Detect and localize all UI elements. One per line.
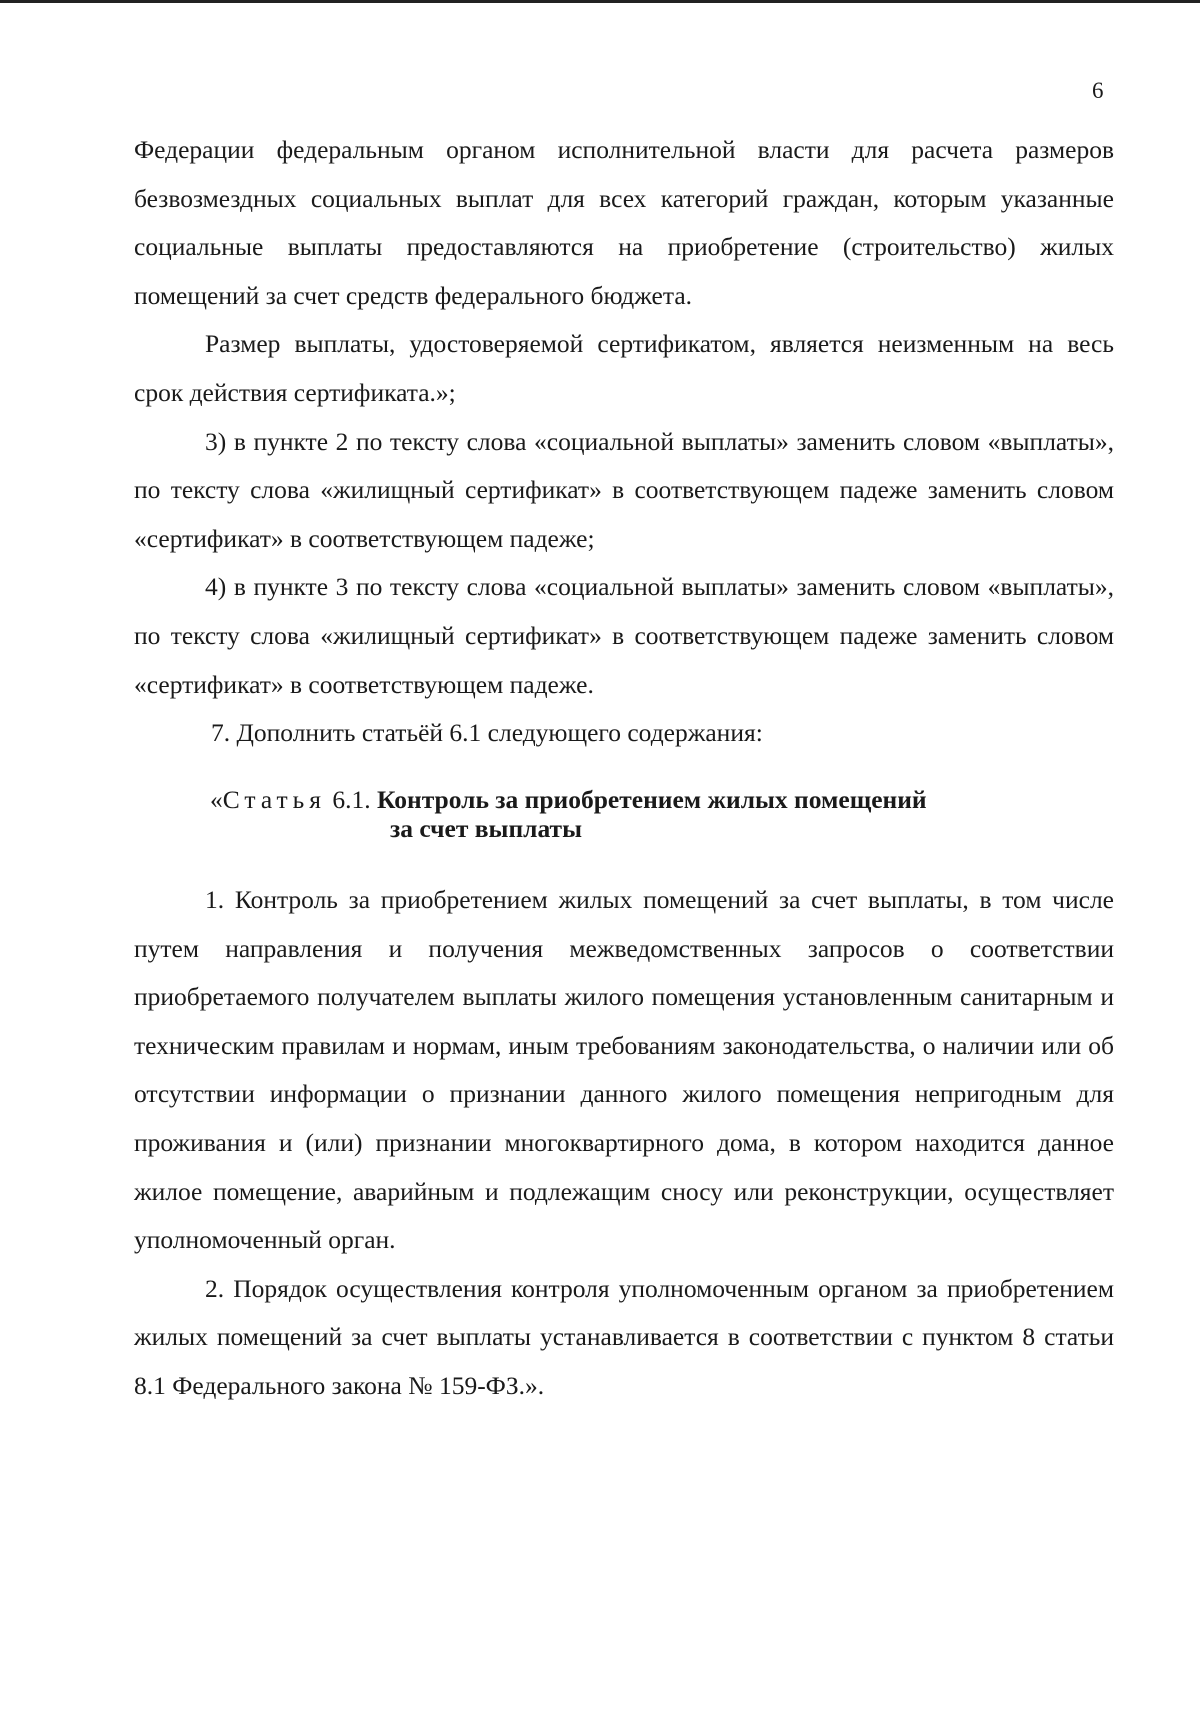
body-text-top (134, 126, 1114, 758)
page-number: 6 (1092, 78, 1104, 103)
scan-top-border (0, 0, 1200, 3)
paragraph-continuation: Федерации федеральным органом исполнительной власти для расчета размеров безвозмездных социальных выплат для всех категорий граждан, которым указанные социальные выплаты предоставляются на приобретение (строительство) жилых помещений за счет средств федерального бюджета. (134, 135, 1114, 310)
paragraph-section-7: 7. Дополнить статьёй 6.1 следующего содержания: (211, 718, 763, 748)
paragraph-item-4: 4) в пункте 3 по тексту слова «социальной выплаты» заменить словом «выплаты», по тексту слова «жилищный сертификат» в соответствующем падеже заменить словом «сертификат» в соответствующем падеже. (134, 572, 1114, 699)
paragraph-payment-size: Размер выплаты, удостоверяемой сертификатом, является неизменным на весь срок действия сертификата.»; (134, 329, 1114, 407)
paragraph-article-point-1: 1. Контроль за приобретением жилых помещений за счет выплаты, в том числе путем направления и получения межведомственных запросов о соответствии приобретаемого получателем выплаты жилого помещения установленным санитарным и техническим правилам и нормам, иным требованиям законодательства, о наличии или об отсутствии информации о признании данного жилого помещения непригодным для проживания и (или) признании многоквартирного дома, в котором находится данное жилое помещение, аварийным и подлежащим сносу или реконструкции, осуществляет уполномоченный орган. (134, 885, 1114, 1255)
article-number: 6.1. (326, 785, 378, 814)
article-title-line1: Контроль за приобретением жилых помещений (377, 785, 927, 814)
article-open-quote: « (210, 785, 223, 814)
paragraph-article-point-2: 2. Порядок осуществления контроля уполномоченным органом за приобретением жилых помещений за счет выплаты устанавливается в соответствии с пунктом 8 статьи 8.1 Федерального закона № 159-ФЗ.». (134, 1273, 1114, 1400)
body-text-bottom (134, 876, 1114, 1411)
article-heading (210, 785, 1110, 843)
article-label: Статья (222, 785, 327, 814)
paragraph-item-3: 3) в пункте 2 по тексту слова «социальной выплаты» заменить словом «выплаты», по тексту слова «жилищный сертификат» в соответствующем падеже заменить словом «сертификат» в соответствующем падеже; (134, 426, 1114, 553)
article-title-line2: за счет выплаты (390, 814, 582, 843)
